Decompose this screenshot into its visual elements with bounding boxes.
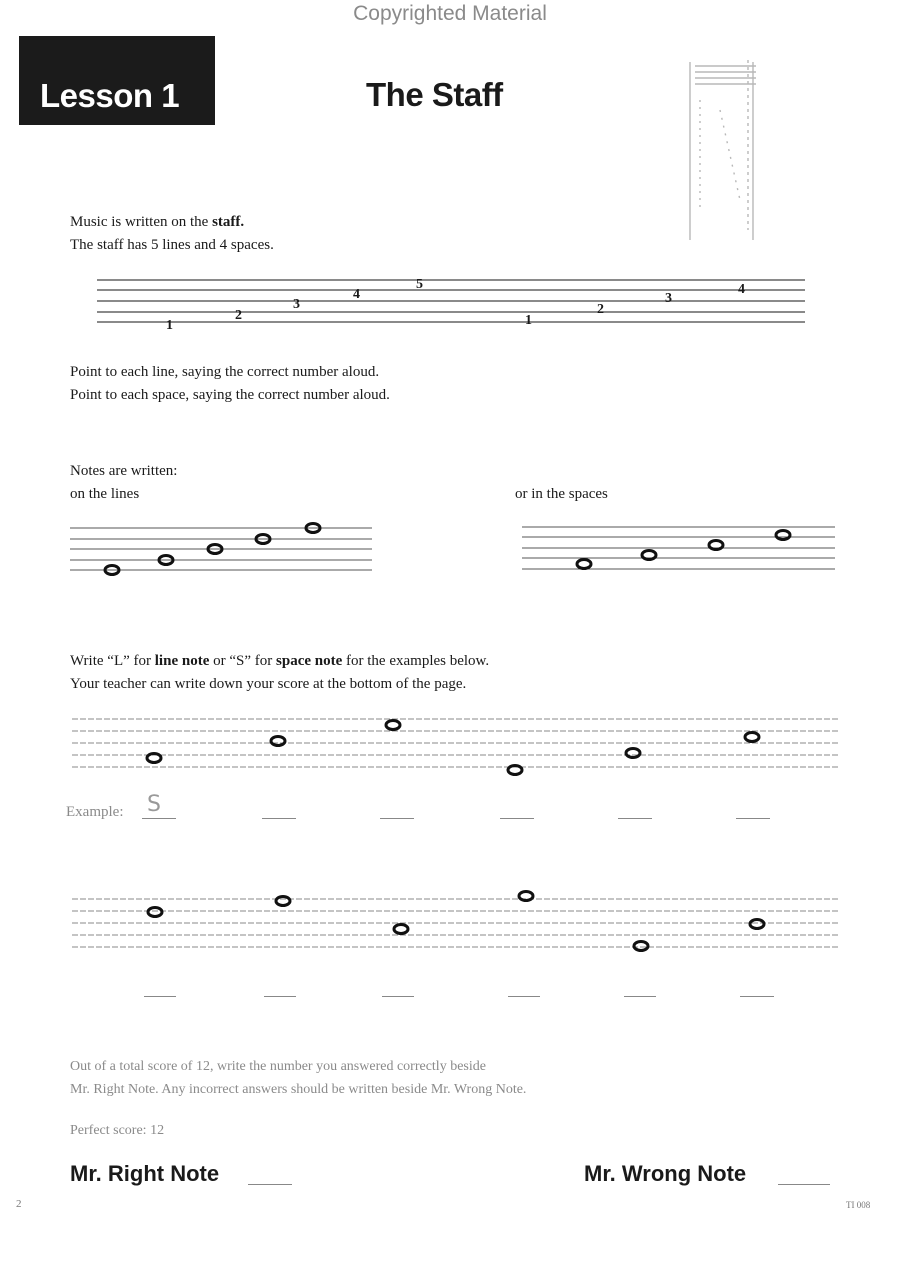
answer-blank-7[interactable] xyxy=(144,996,176,997)
copyright-watermark: Copyrighted Material xyxy=(353,2,547,25)
intro-line2-text: The staff has 5 lines and 4 spaces. xyxy=(70,237,274,253)
example-answer: S xyxy=(147,792,161,817)
perfect-score: Perfect score: 12 xyxy=(70,1123,165,1138)
exercise-text-e: for the examples below. xyxy=(342,653,490,669)
instruction-lines: Point to each line, saying the correct number aloud. xyxy=(70,364,380,380)
answer-blank-5[interactable] xyxy=(618,818,652,819)
exercise-note-3[interactable] xyxy=(386,721,400,730)
scoring-line1: Out of a total score of 12, write the number you answered correctly beside xyxy=(70,1059,486,1074)
wrong-note-blank[interactable] xyxy=(778,1184,830,1185)
line-number-3: 3 xyxy=(293,297,300,312)
intro-line1-text: Music is written on the xyxy=(70,214,213,230)
space-note-term: space note xyxy=(276,653,343,669)
exercise-text-c: or “S” for xyxy=(209,653,277,669)
space-number-3: 3 xyxy=(665,291,672,306)
line-number-5: 5 xyxy=(416,277,423,292)
exercise-note-12[interactable] xyxy=(750,920,764,929)
page-number: 2 xyxy=(16,1198,22,1210)
notes-heading-text: Notes are written: xyxy=(70,463,178,479)
answer-blank-11[interactable] xyxy=(624,996,656,997)
scoring-instructions xyxy=(70,1055,526,1101)
line-number-1: 1 xyxy=(166,318,173,333)
exercise-text-a: Write “L” for xyxy=(70,653,155,669)
exercise-note-7[interactable] xyxy=(148,908,162,917)
publisher-code: TI 008 xyxy=(846,1200,871,1210)
answer-blank-6[interactable] xyxy=(736,818,770,819)
wrong-note-label: Mr. Wrong Note xyxy=(584,1161,747,1186)
in-the-spaces-label: or in the spaces xyxy=(515,486,608,502)
scoring-line2: Mr. Right Note. Any incorrect answers should be written beside Mr. Wrong Note. xyxy=(70,1082,527,1097)
answer-blank-1[interactable] xyxy=(142,818,176,819)
exercise-note-11[interactable] xyxy=(634,942,648,951)
exercise-note-6[interactable] xyxy=(745,733,759,742)
answer-blank-3[interactable] xyxy=(380,818,414,819)
page-title: The Staff xyxy=(366,76,503,113)
exercise-note-9[interactable] xyxy=(394,925,408,934)
instruction-spaces: Point to each space, saying the correct number aloud. xyxy=(70,387,390,403)
answer-blank-4[interactable] xyxy=(500,818,534,819)
exercise-note-5[interactable] xyxy=(626,749,640,758)
space-number-4: 4 xyxy=(738,282,745,297)
answer-blank-10[interactable] xyxy=(508,996,540,997)
exercise-note-1[interactable] xyxy=(147,754,161,763)
exercise-line2-text: Your teacher can write down your score at the bottom of the page. xyxy=(70,676,467,692)
space-number-1: 1 xyxy=(525,313,532,328)
line-note-term: line note xyxy=(154,653,210,669)
exercise-note-10[interactable] xyxy=(519,892,533,901)
answer-blank-12[interactable] xyxy=(740,996,774,997)
right-note-blank[interactable] xyxy=(248,1184,292,1185)
example-label: Example: xyxy=(66,804,124,820)
answer-blank-2[interactable] xyxy=(262,818,296,819)
line-number-4: 4 xyxy=(353,287,360,302)
answer-blank-8[interactable] xyxy=(264,996,296,997)
exercise-note-2[interactable] xyxy=(271,737,285,746)
exercise-note-4[interactable] xyxy=(508,766,522,775)
answer-blank-9[interactable] xyxy=(382,996,414,997)
right-note-label: Mr. Right Note xyxy=(70,1161,220,1186)
staff-term: staff. xyxy=(212,214,245,230)
exercise-note-8[interactable] xyxy=(276,897,290,906)
space-number-2: 2 xyxy=(597,302,604,317)
lesson-badge: Lesson 1 xyxy=(19,36,215,125)
line-number-2: 2 xyxy=(235,308,242,323)
on-the-lines-label: on the lines xyxy=(70,486,140,502)
